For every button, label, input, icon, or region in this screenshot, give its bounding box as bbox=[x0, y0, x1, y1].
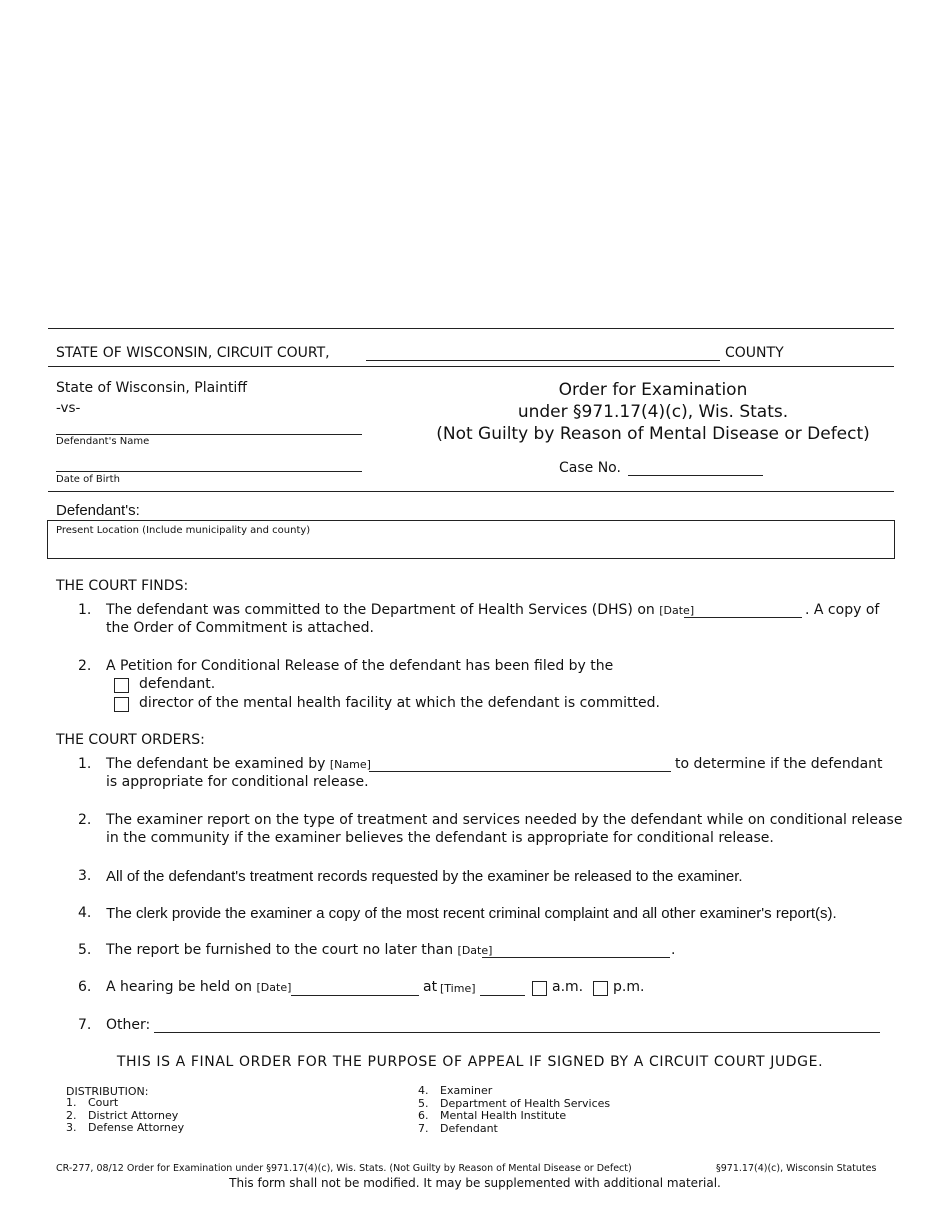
distribution-item: 3. Defense Attorney bbox=[66, 1121, 185, 1134]
statute-reference: §971.17(4)(c), Wisconsin Statutes bbox=[716, 1163, 877, 1174]
county-input[interactable] bbox=[366, 360, 720, 361]
report-due-date-input[interactable] bbox=[482, 957, 670, 958]
hearing-time-input[interactable] bbox=[480, 995, 525, 996]
county-label: COUNTY bbox=[725, 345, 784, 361]
finding-2-number: 2. bbox=[78, 658, 92, 674]
finding-1-text bbox=[106, 602, 694, 618]
order-6-time-label: [Time] bbox=[440, 982, 476, 995]
commitment-date-input[interactable] bbox=[684, 617, 802, 618]
order-1-number: 1. bbox=[78, 756, 92, 772]
distribution-left-list bbox=[66, 1097, 184, 1135]
case-number-label: Case No. bbox=[559, 460, 621, 476]
title-line-1: Order for Examination bbox=[558, 380, 748, 400]
date-of-birth-label: Date of Birth bbox=[56, 474, 120, 485]
header-rule bbox=[48, 366, 894, 367]
defendant-name-label: Defendant's Name bbox=[56, 436, 150, 447]
director-option-label: director of the mental health facility at which the defendant is committed. bbox=[139, 695, 660, 711]
order-6-at: at bbox=[423, 979, 438, 995]
court-line: STATE OF WISCONSIN, CIRCUIT COURT, bbox=[56, 345, 330, 361]
hearing-date-input[interactable] bbox=[291, 995, 419, 996]
finding-1-text-c: the Order of Commitment is attached. bbox=[106, 620, 374, 636]
distribution-right-list bbox=[418, 1085, 610, 1135]
defendant-checkbox[interactable] bbox=[114, 678, 129, 693]
finding-1-text-a: The defendant was committed to the Department of Health Services (DHS) on bbox=[106, 602, 655, 618]
order-6-text bbox=[106, 979, 291, 995]
distribution-item: 5. Department of Health Services bbox=[418, 1096, 611, 1110]
finding-1-date-label: [Date] bbox=[659, 604, 695, 617]
distribution-heading: DISTRIBUTION: bbox=[66, 1085, 149, 1098]
order-4-text: The clerk provide the examiner a copy of the most recent criminal complaint and all other examiner's report(s). bbox=[106, 905, 837, 922]
am-label: a.m. bbox=[552, 979, 584, 995]
pm-checkbox[interactable] bbox=[593, 981, 608, 996]
present-location-label: Present Location (Include municipality and county) bbox=[56, 525, 311, 536]
final-order-statement: THIS IS A FINAL ORDER FOR THE PURPOSE OF APPEAL IF SIGNED BY A CIRCUIT COURT JUDGE. bbox=[116, 1054, 824, 1070]
am-checkbox[interactable] bbox=[532, 981, 547, 996]
order-5-number: 5. bbox=[78, 942, 92, 958]
finding-1-number: 1. bbox=[78, 602, 92, 618]
order-6-date-label: [Date] bbox=[256, 981, 292, 994]
order-7-number: 7. bbox=[78, 1017, 92, 1033]
order-5-text bbox=[106, 942, 492, 958]
top-rule bbox=[48, 328, 894, 329]
defendants-label: Defendant's: bbox=[56, 502, 140, 519]
defendant-option-label: defendant. bbox=[139, 676, 216, 692]
title-line-3: (Not Guilty by Reason of Mental Disease or Defect) bbox=[436, 424, 870, 444]
director-checkbox[interactable] bbox=[114, 697, 129, 712]
order-1-text bbox=[106, 756, 371, 772]
distribution-item: 2. District Attorney bbox=[66, 1108, 179, 1122]
order-5-text-a: The report be furnished to the court no later than bbox=[106, 942, 454, 958]
order-2-line-2: in the community if the examiner believes the defendant is appropriate for conditional release. bbox=[106, 830, 774, 846]
finding-2-text: A Petition for Conditional Release of the defendant has been filed by the bbox=[106, 658, 614, 674]
distribution-item: 7. Defendant bbox=[418, 1121, 498, 1135]
plaintiff-label: State of Wisconsin, Plaintiff bbox=[56, 380, 247, 396]
order-7-text: Other: bbox=[106, 1017, 151, 1033]
defendant-name-input[interactable] bbox=[56, 434, 362, 435]
court-orders-heading: THE COURT ORDERS: bbox=[56, 732, 205, 748]
distribution-item: 6. Mental Health Institute bbox=[418, 1109, 567, 1122]
order-3-number: 3. bbox=[78, 868, 92, 884]
order-1-name-label: [Name] bbox=[329, 758, 371, 771]
order-6-number: 6. bbox=[78, 979, 92, 995]
order-4-number: 4. bbox=[78, 905, 92, 921]
order-5-date-label: [Date] bbox=[457, 944, 493, 957]
order-3-text: All of the defendant's treatment records requested by the examiner be released to the examiner. bbox=[106, 868, 743, 885]
modification-notice: This form shall not be modified. It may be supplemented with additional material. bbox=[229, 1176, 721, 1190]
finding-1-text-b: . A copy of bbox=[805, 602, 880, 618]
court-finds-heading: THE COURT FINDS: bbox=[56, 578, 189, 594]
order-1-text-a: The defendant be examined by bbox=[106, 756, 326, 772]
order-1-text-c: is appropriate for conditional release. bbox=[106, 774, 369, 790]
date-of-birth-input[interactable] bbox=[56, 471, 362, 472]
order-2-number: 2. bbox=[78, 812, 92, 828]
title-line-2: under §971.17(4)(c), Wis. Stats. bbox=[517, 402, 789, 422]
form-id: CR-277, 08/12 Order for Examination under §971.17(4)(c), Wis. Stats. (Not Guilty by Reason of Mental Disease or Defect) bbox=[56, 1163, 632, 1174]
pm-label: p.m. bbox=[613, 979, 645, 995]
distribution-item: 4. Examiner bbox=[418, 1084, 493, 1097]
case-number-input[interactable] bbox=[628, 475, 763, 476]
order-2-line-1: The examiner report on the type of treatment and services needed by the defendant while on conditional release bbox=[106, 812, 903, 828]
order-5-end: . bbox=[671, 942, 676, 958]
vs-label: -vs- bbox=[56, 400, 81, 416]
present-location-box[interactable] bbox=[47, 520, 895, 559]
order-6-text-a: A hearing be held on bbox=[106, 979, 253, 995]
distribution-item: 1. Court bbox=[66, 1096, 119, 1109]
caption-rule bbox=[48, 491, 894, 492]
other-input[interactable] bbox=[154, 1032, 880, 1033]
order-1-text-b: to determine if the defendant bbox=[675, 756, 883, 772]
examiner-name-input[interactable] bbox=[369, 771, 671, 772]
